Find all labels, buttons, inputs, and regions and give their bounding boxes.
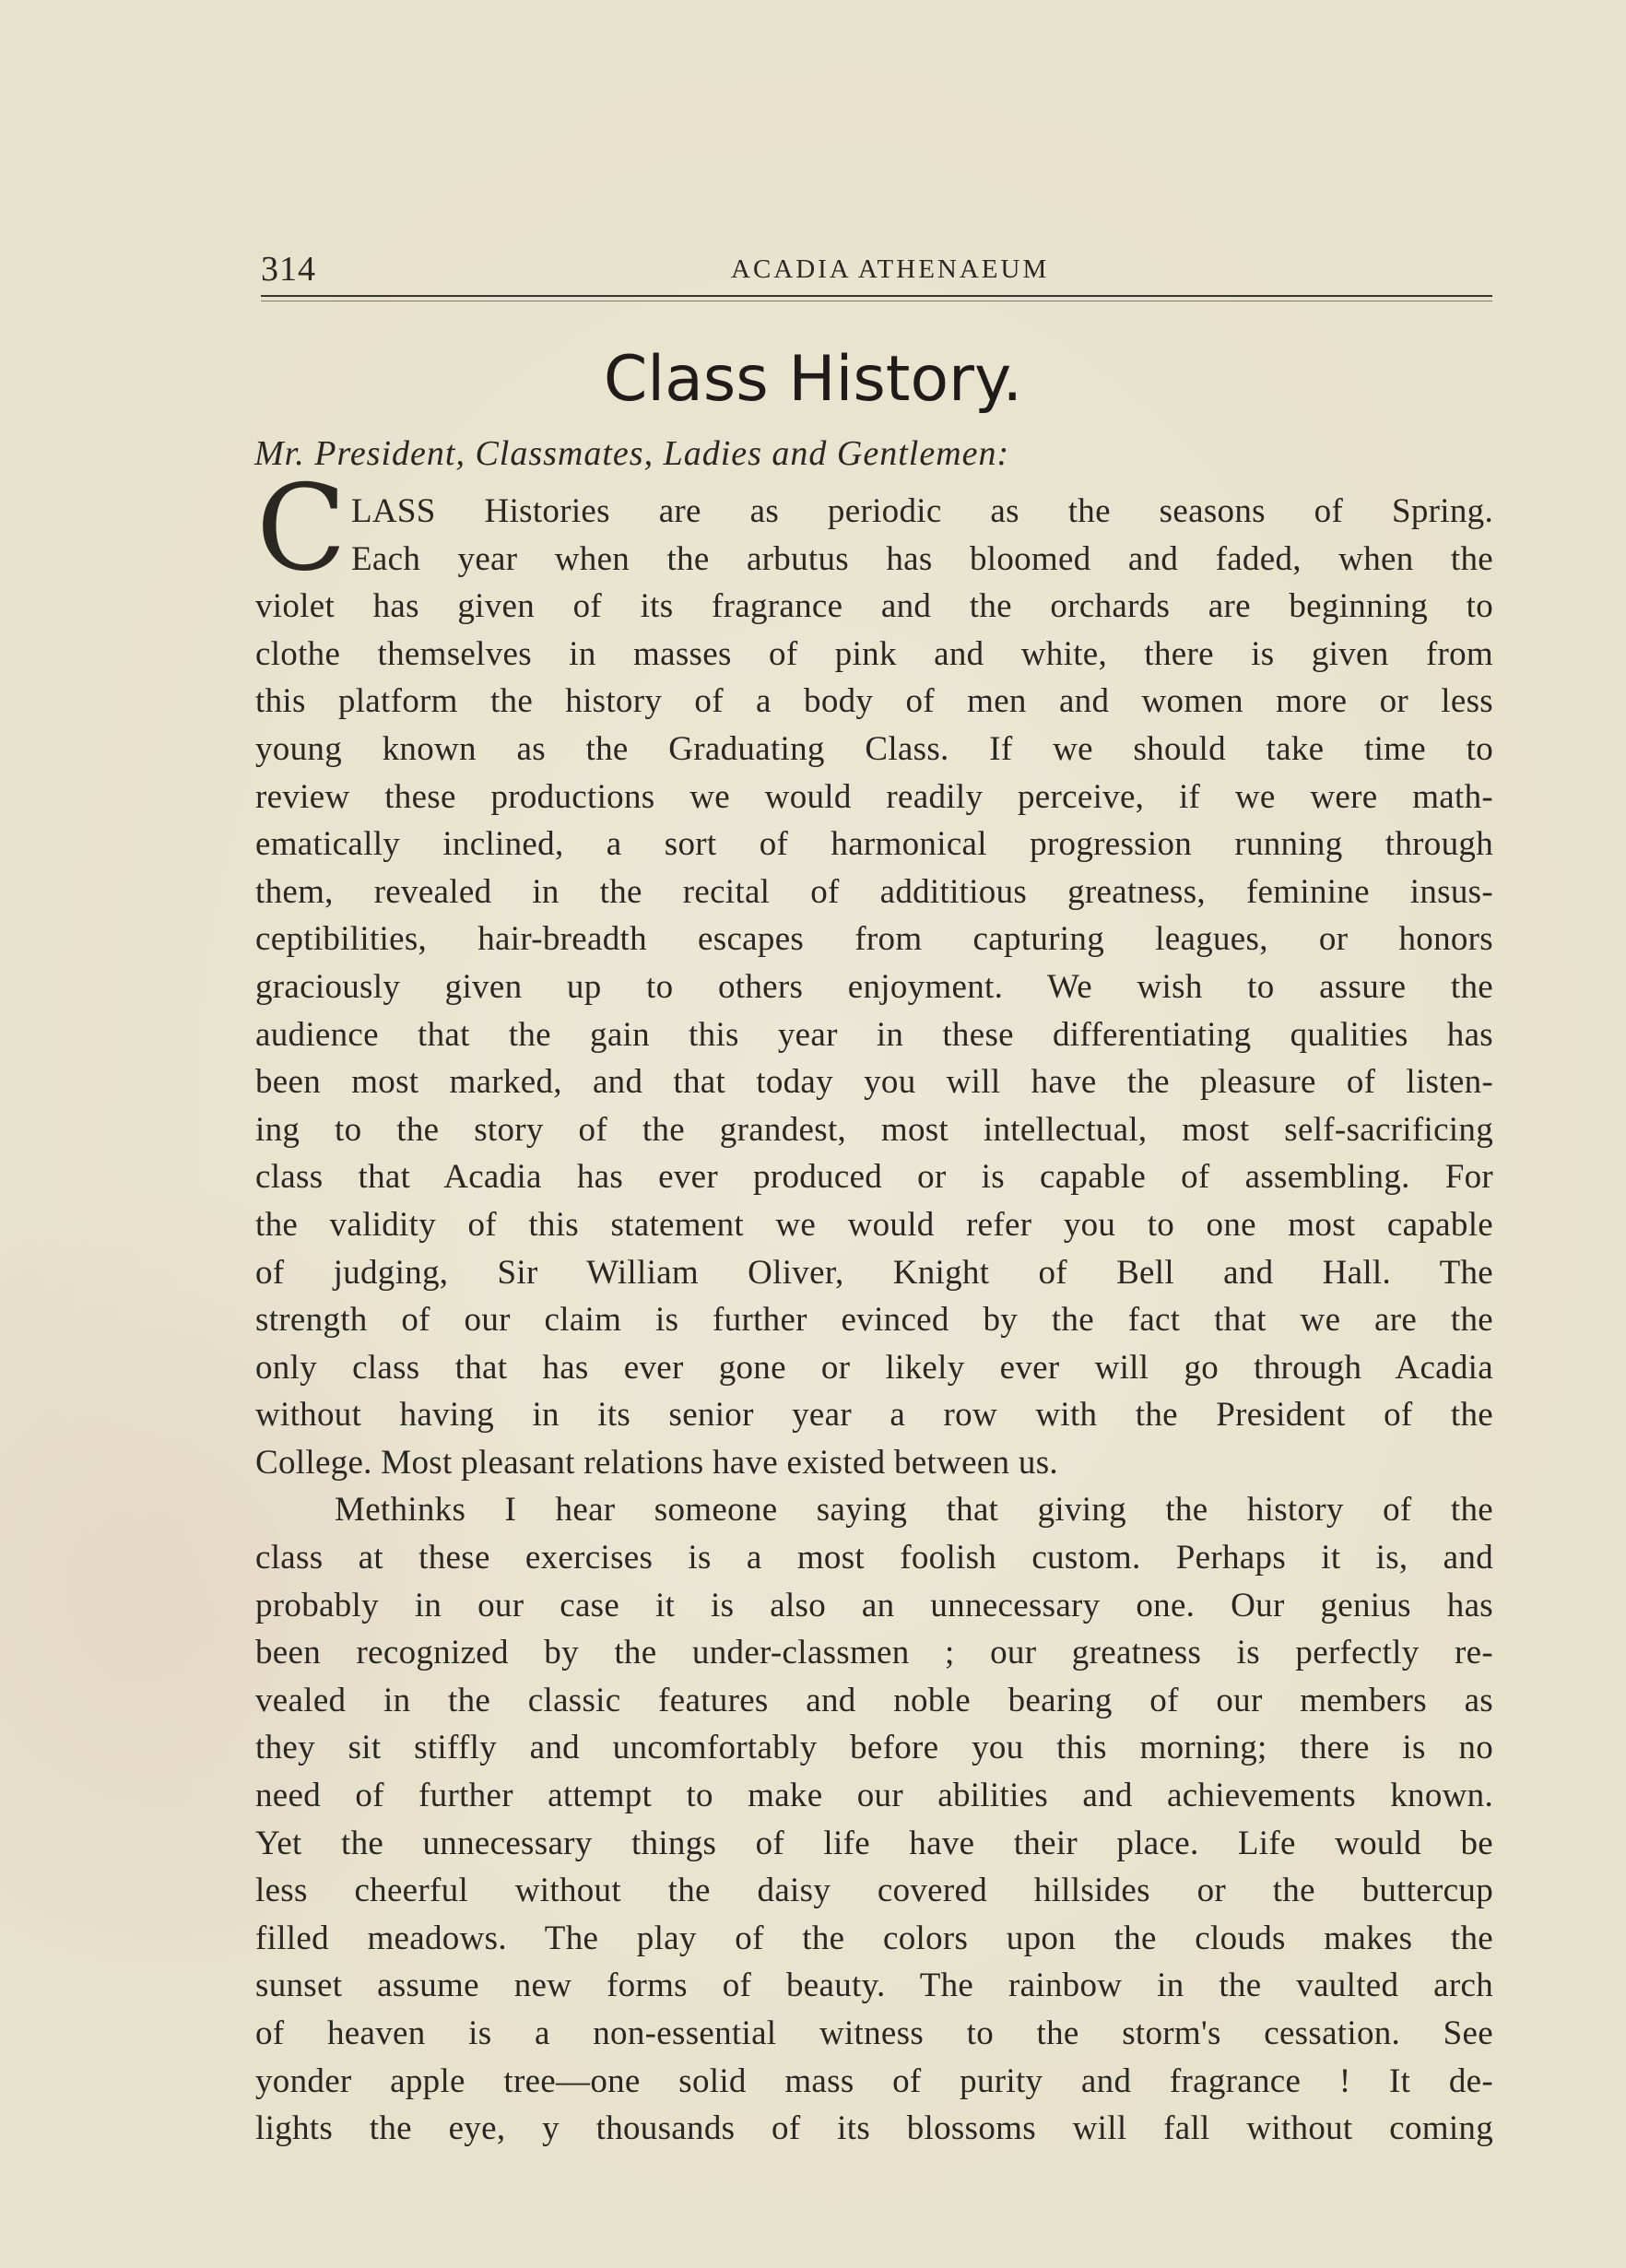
text-line: less cheerful without the daisy covered hillsides or the buttercup — [255, 1872, 1493, 1910]
text-line: the validity of this statement we would refer you to one most capable — [255, 1205, 1493, 1244]
salutation: Mr. President, Classmates, Ladies and Gentlemen: — [254, 434, 1010, 473]
journal-title: ACADIA ATHENAEUM — [731, 254, 1050, 284]
article-title: Class History. — [603, 343, 1023, 416]
text-line: need of further attempt to make our abilities and achievements known. — [255, 1777, 1493, 1815]
text-line: young known as the Graduating Class. If we should take time to — [255, 729, 1493, 768]
text-line: filled meadows. The play of the colors upon the clouds makes the — [255, 1919, 1493, 1957]
page-number: 314 — [261, 250, 316, 289]
running-head — [261, 245, 1492, 291]
text-line: only class that has ever gone or likely ever will go through Acadia — [255, 1348, 1493, 1387]
paragraph-2 — [255, 1486, 1493, 2152]
text-line: ematically inclined, a sort of harmonical progression running through — [255, 825, 1493, 864]
text-line: class that Acadia has ever produced or is capable of assembling. For — [255, 1158, 1493, 1197]
text-line: been most marked, and that today you will have the pleasure of listen- — [255, 1063, 1493, 1102]
text-line: audience that the gain this year in these differentiating qualities has — [255, 1015, 1493, 1054]
text-line: this platform the history of a body of men and women more or less — [255, 682, 1493, 721]
text-line: yonder apple tree—one solid mass of purity and fragrance ! It de- — [255, 2061, 1493, 2100]
drop-cap: C — [256, 460, 347, 597]
text-line: review these productions we would readily perceive, if we were math- — [255, 777, 1493, 816]
text-line: vealed in the classic features and noble bearing of our members as — [255, 1681, 1493, 1719]
text-line: lights the eye, y thousands of its blossoms will fall without coming — [255, 2109, 1493, 2148]
text-line: Each year when the arbutus has bloomed and faded, when the — [351, 539, 1493, 578]
text-line: Methinks I hear someone saying that giving the history of the — [335, 1491, 1493, 1530]
text-line: graciously given up to others enjoyment. We wish to assure the — [255, 967, 1493, 1006]
text-line: strength of our claim is further evinced by the fact that we are the — [255, 1301, 1493, 1340]
text-line: violet has given of its fragrance and the orchards are beginning to — [255, 587, 1493, 626]
text-line: of heaven is a non-essential witness to the storm's cessation. See — [255, 2014, 1493, 2052]
article-body — [255, 488, 1493, 2153]
text-line: without having in its senior year a row with the President of the — [255, 1396, 1493, 1435]
text-line: clothe themselves in masses of pink and white, there is given from — [255, 634, 1493, 673]
text-line: they sit stiffly and uncomfortably before you this morning; there is no — [255, 1729, 1493, 1767]
text-line: LASS Histories are as periodic as the seasons of Spring. — [351, 492, 1493, 530]
text-line: College. Most pleasant relations have existed between us. — [255, 1443, 1058, 1482]
header-rule — [261, 295, 1492, 297]
text-line: sunset assume new forms of beauty. The rainbow in the vaulted arch — [255, 1967, 1493, 2005]
text-line: ceptibilities, hair-breadth escapes from capturing leagues, or honors — [255, 920, 1493, 959]
text-line: of judging, Sir William Oliver, Knight of Bell and Hall. The — [255, 1253, 1493, 1292]
text-line: been recognized by the under-classmen ; our greatness is perfectly re- — [255, 1634, 1493, 1672]
text-line: ing to the story of the grandest, most intellectual, most self-sacrificing — [255, 1110, 1493, 1149]
text-line: them, revealed in the recital of addititious greatness, feminine insus- — [255, 872, 1493, 911]
text-line: Yet the unnecessary things of life have their place. Life would be — [255, 1824, 1493, 1862]
text-line: probably in our case it is also an unnecessary one. Our genius has — [255, 1586, 1493, 1624]
paragraph-1 — [255, 488, 1493, 1486]
text-line: class at these exercises is a most foolish custom. Perhaps it is, and — [255, 1539, 1493, 1577]
